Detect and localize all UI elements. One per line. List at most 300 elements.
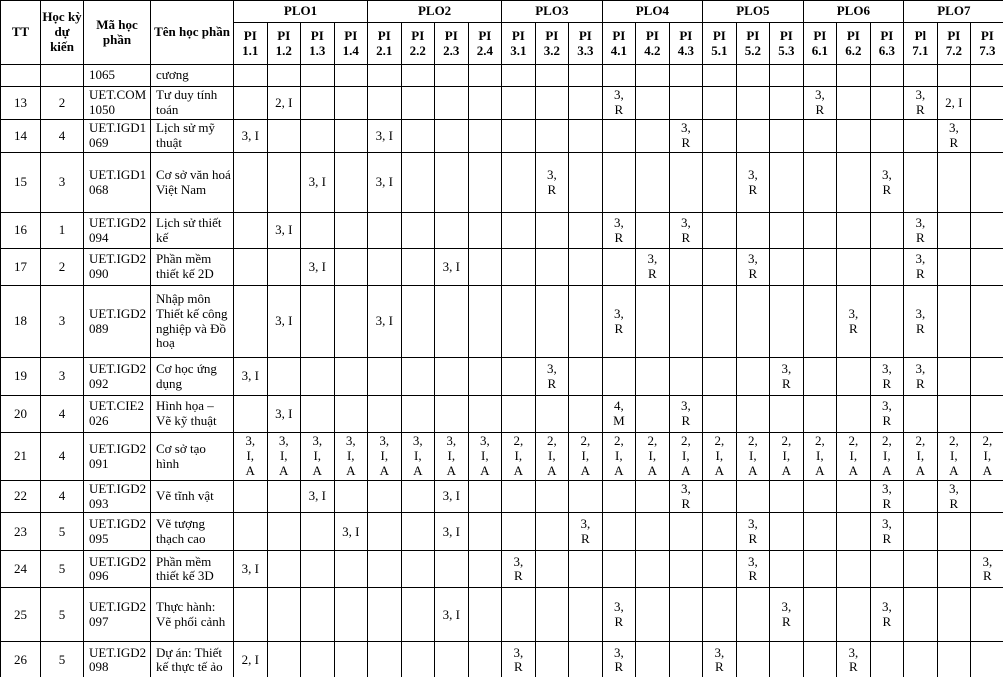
pi-value-cell xyxy=(770,153,804,213)
pi-value-cell xyxy=(569,588,603,642)
tt-cell: 15 xyxy=(1,153,41,213)
pi-value-cell: 2, I, A xyxy=(669,433,703,481)
pi-value-cell xyxy=(502,588,536,642)
pi-value-cell: 3, R xyxy=(602,642,636,677)
pi-value-cell xyxy=(837,588,871,642)
pi-value-cell xyxy=(669,153,703,213)
pi-value-cell: 3, R xyxy=(870,588,904,642)
pi-value-cell: 3, I xyxy=(301,481,335,513)
pi-value-cell: 2, I, A xyxy=(803,433,837,481)
pi-value-cell xyxy=(435,120,469,153)
pi-header: PI 7.3 xyxy=(971,23,1003,65)
pi-value-cell xyxy=(502,120,536,153)
pi-value-cell xyxy=(468,65,502,87)
pi-value-cell xyxy=(234,286,268,358)
pi-value-cell xyxy=(770,396,804,433)
tt-cell: 13 xyxy=(1,87,41,120)
pi-value-cell: 3, R xyxy=(904,213,938,249)
pi-value-cell xyxy=(334,120,368,153)
pi-value-cell xyxy=(837,396,871,433)
course-code-cell: UET.IGD2097 xyxy=(84,588,151,642)
pi-value-cell xyxy=(736,396,770,433)
plo-group-header: PLO7 xyxy=(904,1,1003,23)
pi-value-cell xyxy=(803,286,837,358)
semester-cell: 5 xyxy=(41,513,84,551)
pi-value-cell xyxy=(669,87,703,120)
pi-header: PI 6.1 xyxy=(803,23,837,65)
pi-value-cell: 3, I, A xyxy=(234,433,268,481)
pi-value-cell: 3, R xyxy=(502,551,536,588)
pi-value-cell xyxy=(703,358,737,396)
pi-value-cell xyxy=(703,513,737,551)
pi-value-cell xyxy=(770,513,804,551)
course-name-cell: Cơ học ứng dụng xyxy=(151,358,234,396)
pi-header: PI 2.2 xyxy=(401,23,435,65)
pi-value-cell: 2, I xyxy=(234,642,268,677)
pi-value-cell xyxy=(267,642,301,677)
pi-value-cell: 3, I xyxy=(267,286,301,358)
pi-value-cell xyxy=(401,120,435,153)
tt-cell: 18 xyxy=(1,286,41,358)
pi-value-cell xyxy=(870,642,904,677)
pi-header: PI 4.2 xyxy=(636,23,670,65)
pi-value-cell xyxy=(803,213,837,249)
pi-value-cell: 2, I, A xyxy=(870,433,904,481)
pi-value-cell: 3, I xyxy=(435,249,469,286)
pi-value-cell: 2, I, A xyxy=(770,433,804,481)
pi-value-cell xyxy=(334,642,368,677)
pi-value-cell xyxy=(267,481,301,513)
course-name-cell: Hình họa – Vẽ kỹ thuật xyxy=(151,396,234,433)
pi-value-cell: 3, R xyxy=(602,213,636,249)
pi-value-cell: 3, I xyxy=(267,213,301,249)
pi-value-cell: 3, R xyxy=(736,513,770,551)
pi-value-cell xyxy=(468,588,502,642)
pi-value-cell: 3, R xyxy=(837,286,871,358)
pi-value-cell xyxy=(267,551,301,588)
semester-cell xyxy=(41,65,84,87)
pi-value-cell xyxy=(401,642,435,677)
pi-value-cell xyxy=(535,213,569,249)
pi-value-cell xyxy=(602,153,636,213)
pi-value-cell xyxy=(937,396,971,433)
pi-value-cell: 3, R xyxy=(669,481,703,513)
pi-value-cell xyxy=(569,551,603,588)
pi-value-cell xyxy=(669,249,703,286)
pi-value-cell xyxy=(234,153,268,213)
pi-value-cell: 2, I, A xyxy=(736,433,770,481)
pi-value-cell xyxy=(535,120,569,153)
semester-cell: 5 xyxy=(41,588,84,642)
pi-value-cell: 3, R xyxy=(669,213,703,249)
pi-value-cell xyxy=(602,120,636,153)
pi-value-cell xyxy=(937,249,971,286)
pi-value-cell xyxy=(803,551,837,588)
pi-value-cell xyxy=(569,120,603,153)
course-row xyxy=(1,551,1003,588)
pi-value-cell xyxy=(569,87,603,120)
pi-value-cell xyxy=(803,153,837,213)
column-header-name: Tên học phần xyxy=(151,1,234,65)
pi-value-cell xyxy=(971,153,1003,213)
pi-value-cell xyxy=(301,588,335,642)
tt-cell: 23 xyxy=(1,513,41,551)
pi-value-cell xyxy=(535,551,569,588)
pi-value-cell: 3, R xyxy=(904,358,938,396)
course-name-cell: cương xyxy=(151,65,234,87)
pi-value-cell xyxy=(971,87,1003,120)
pi-value-cell: 3, I xyxy=(301,249,335,286)
semester-cell: 4 xyxy=(41,433,84,481)
pi-value-cell xyxy=(234,513,268,551)
pi-value-cell: 2, I, A xyxy=(569,433,603,481)
pi-value-cell xyxy=(468,213,502,249)
pi-value-cell xyxy=(736,87,770,120)
pi-value-cell xyxy=(703,551,737,588)
column-header-code: Mã học phần xyxy=(84,1,151,65)
pi-value-cell xyxy=(234,65,268,87)
pi-value-cell xyxy=(401,481,435,513)
pi-value-cell xyxy=(368,249,402,286)
pi-value-cell xyxy=(401,65,435,87)
pi-value-cell xyxy=(334,286,368,358)
pi-value-cell xyxy=(770,87,804,120)
pi-value-cell xyxy=(636,213,670,249)
pi-value-cell xyxy=(502,481,536,513)
pi-header: PI 4.1 xyxy=(602,23,636,65)
course-name-cell: Nhập môn Thiết kế công nghiệp và Đồ hoạ xyxy=(151,286,234,358)
pi-value-cell xyxy=(669,513,703,551)
pi-value-cell: 3, R xyxy=(602,588,636,642)
pi-header: PI 3.1 xyxy=(502,23,536,65)
pi-value-cell: 3, R xyxy=(870,358,904,396)
pi-value-cell xyxy=(234,213,268,249)
pi-value-cell xyxy=(770,65,804,87)
pi-value-cell xyxy=(435,396,469,433)
pi-value-cell: 3, R xyxy=(870,513,904,551)
pi-value-cell xyxy=(770,120,804,153)
pi-value-cell: 3, I, A xyxy=(435,433,469,481)
pi-value-cell xyxy=(971,249,1003,286)
pi-value-cell xyxy=(703,120,737,153)
pi-value-cell xyxy=(736,213,770,249)
course-name-cell: Tư duy tính toán xyxy=(151,87,234,120)
pi-value-cell xyxy=(401,87,435,120)
pi-value-cell xyxy=(368,213,402,249)
course-code-cell: UET.IGD2095 xyxy=(84,513,151,551)
course-row xyxy=(1,286,1003,358)
pi-value-cell: 3, R xyxy=(669,120,703,153)
pi-value-cell xyxy=(636,120,670,153)
pi-value-cell xyxy=(435,65,469,87)
pi-value-cell xyxy=(971,358,1003,396)
pi-value-cell xyxy=(636,65,670,87)
pi-value-cell xyxy=(535,396,569,433)
pi-value-cell xyxy=(870,87,904,120)
pi-value-cell xyxy=(502,286,536,358)
pi-value-cell xyxy=(468,513,502,551)
pi-value-cell xyxy=(368,588,402,642)
pi-value-cell xyxy=(770,642,804,677)
pi-value-cell xyxy=(669,358,703,396)
course-row xyxy=(1,153,1003,213)
course-row xyxy=(1,588,1003,642)
pi-value-cell xyxy=(569,213,603,249)
pi-value-cell xyxy=(803,120,837,153)
pi-value-cell xyxy=(937,286,971,358)
pi-value-cell xyxy=(636,588,670,642)
pi-value-cell xyxy=(334,588,368,642)
pi-value-cell xyxy=(971,65,1003,87)
semester-cell: 1 xyxy=(41,213,84,249)
pi-value-cell xyxy=(401,551,435,588)
pi-value-cell: 3, I xyxy=(368,120,402,153)
pi-value-cell xyxy=(870,551,904,588)
pi-value-cell xyxy=(535,286,569,358)
pi-value-cell: 2, I, A xyxy=(837,433,871,481)
semester-cell: 2 xyxy=(41,249,84,286)
pi-value-cell xyxy=(435,551,469,588)
pi-value-cell: 3, R xyxy=(971,551,1003,588)
pi-value-cell xyxy=(334,481,368,513)
pi-value-cell xyxy=(636,481,670,513)
pi-value-cell xyxy=(401,396,435,433)
pi-value-cell xyxy=(904,120,938,153)
plo-group-header: PLO3 xyxy=(502,1,603,23)
pi-value-cell xyxy=(703,286,737,358)
pi-value-cell xyxy=(803,358,837,396)
semester-cell: 2 xyxy=(41,87,84,120)
pi-value-cell xyxy=(301,213,335,249)
pi-value-cell xyxy=(301,396,335,433)
pi-value-cell: 4, M xyxy=(602,396,636,433)
pi-value-cell xyxy=(770,249,804,286)
pi-value-cell xyxy=(636,153,670,213)
pi-header: PI 1.2 xyxy=(267,23,301,65)
pi-value-cell xyxy=(569,153,603,213)
pi-value-cell: 3, R xyxy=(703,642,737,677)
pi-value-cell xyxy=(301,87,335,120)
pi-value-cell xyxy=(703,87,737,120)
pi-value-cell xyxy=(502,87,536,120)
pi-value-cell xyxy=(703,153,737,213)
pi-value-cell xyxy=(937,358,971,396)
pi-value-cell: 3, I xyxy=(435,513,469,551)
pi-header: PI 1.3 xyxy=(301,23,335,65)
pi-value-cell xyxy=(703,588,737,642)
pi-value-cell: 3, I xyxy=(435,481,469,513)
course-row xyxy=(1,396,1003,433)
pi-value-cell xyxy=(937,588,971,642)
pi-value-cell: 3, R xyxy=(937,120,971,153)
course-name-cell: Lịch sử mỹ thuật xyxy=(151,120,234,153)
pi-value-cell xyxy=(334,551,368,588)
pi-value-cell xyxy=(435,213,469,249)
pi-value-cell: 3, I xyxy=(435,588,469,642)
pi-value-cell xyxy=(770,481,804,513)
pi-value-cell xyxy=(837,551,871,588)
pi-header: PI 2.4 xyxy=(468,23,502,65)
course-code-cell: UET.IGD2090 xyxy=(84,249,151,286)
course-code-cell: UET.CIE2026 xyxy=(84,396,151,433)
pi-value-cell xyxy=(267,588,301,642)
pi-value-cell xyxy=(904,481,938,513)
pi-value-cell: 3, I, A xyxy=(368,433,402,481)
pi-value-cell xyxy=(401,588,435,642)
pi-value-cell xyxy=(937,551,971,588)
pi-value-cell xyxy=(435,358,469,396)
pi-value-cell xyxy=(368,87,402,120)
pi-value-cell xyxy=(636,396,670,433)
course-row xyxy=(1,513,1003,551)
pi-value-cell xyxy=(837,249,871,286)
pi-value-cell xyxy=(937,65,971,87)
pi-value-cell: 3, R xyxy=(904,249,938,286)
pi-value-cell xyxy=(502,396,536,433)
course-code-cell: UET.IGD1068 xyxy=(84,153,151,213)
pi-value-cell xyxy=(669,551,703,588)
pi-value-cell xyxy=(468,120,502,153)
pi-value-cell xyxy=(468,642,502,677)
pi-value-cell: 3, R xyxy=(669,396,703,433)
pi-value-cell xyxy=(435,286,469,358)
pi-value-cell xyxy=(301,642,335,677)
pi-value-cell: 3, I xyxy=(368,286,402,358)
pi-header: PI 6.3 xyxy=(870,23,904,65)
pi-value-cell: 3, R xyxy=(535,358,569,396)
pi-value-cell xyxy=(502,213,536,249)
pi-header: PI 3.2 xyxy=(535,23,569,65)
pi-value-cell xyxy=(334,396,368,433)
pi-value-cell: 2, I, A xyxy=(636,433,670,481)
pi-value-cell xyxy=(837,87,871,120)
pi-value-cell xyxy=(401,358,435,396)
course-code-cell: UET.IGD2098 xyxy=(84,642,151,677)
pi-value-cell xyxy=(569,249,603,286)
pi-value-cell xyxy=(569,396,603,433)
pi-value-cell xyxy=(904,153,938,213)
pi-value-cell xyxy=(971,396,1003,433)
pi-value-cell: 3, I xyxy=(368,153,402,213)
course-row xyxy=(1,358,1003,396)
pi-value-cell xyxy=(569,286,603,358)
pi-value-cell xyxy=(669,286,703,358)
pi-value-cell xyxy=(703,65,737,87)
course-code-cell: UET.IGD2091 xyxy=(84,433,151,481)
pi-value-cell: 3, R xyxy=(602,87,636,120)
semester-cell: 4 xyxy=(41,396,84,433)
pi-value-cell: 3, I, A xyxy=(401,433,435,481)
pi-value-cell: 3, R xyxy=(569,513,603,551)
pi-header: PI 2.1 xyxy=(368,23,402,65)
pi-value-cell xyxy=(971,481,1003,513)
pi-value-cell xyxy=(736,120,770,153)
pi-value-cell xyxy=(334,87,368,120)
course-row xyxy=(1,433,1003,481)
pi-value-cell xyxy=(803,396,837,433)
pi-value-cell xyxy=(636,551,670,588)
tt-cell: 22 xyxy=(1,481,41,513)
pi-value-cell: 2, I, A xyxy=(602,433,636,481)
course-name-cell: Thực hành: Vẽ phối cảnh xyxy=(151,588,234,642)
pi-value-cell xyxy=(267,358,301,396)
plo-group-header: PLO6 xyxy=(803,1,904,23)
pi-value-cell: 2, I, A xyxy=(502,433,536,481)
column-header-tt: TT xyxy=(1,1,41,65)
tt-cell: 14 xyxy=(1,120,41,153)
pi-header: PI 3.3 xyxy=(569,23,603,65)
pi-value-cell xyxy=(569,481,603,513)
pi-value-cell xyxy=(267,65,301,87)
semester-cell: 4 xyxy=(41,481,84,513)
course-row xyxy=(1,65,1003,87)
pi-value-cell xyxy=(937,642,971,677)
pi-value-cell: 3, R xyxy=(602,286,636,358)
pi-value-cell: 2, I, A xyxy=(937,433,971,481)
pi-value-cell xyxy=(837,213,871,249)
pi-value-cell xyxy=(803,249,837,286)
pi-value-cell xyxy=(736,481,770,513)
pi-value-cell xyxy=(971,642,1003,677)
pi-header: PI 4.3 xyxy=(669,23,703,65)
pi-value-cell: 3, R xyxy=(770,358,804,396)
semester-cell: 4 xyxy=(41,120,84,153)
pi-value-cell xyxy=(368,481,402,513)
pi-value-cell xyxy=(602,551,636,588)
pi-value-cell xyxy=(870,213,904,249)
pi-value-cell xyxy=(703,396,737,433)
pi-value-cell xyxy=(234,396,268,433)
pi-value-cell xyxy=(904,551,938,588)
plo-group-header: PLO2 xyxy=(368,1,502,23)
pi-value-cell xyxy=(468,87,502,120)
pi-value-cell: 3, R xyxy=(736,551,770,588)
course-code-cell: 1065 xyxy=(84,65,151,87)
pi-value-cell xyxy=(535,87,569,120)
course-name-cell: Lịch sử thiết kế xyxy=(151,213,234,249)
pi-value-cell: 2, I xyxy=(267,87,301,120)
pi-value-cell xyxy=(837,481,871,513)
pi-value-cell xyxy=(837,513,871,551)
semester-cell: 5 xyxy=(41,551,84,588)
pi-value-cell xyxy=(837,65,871,87)
pi-value-cell xyxy=(602,65,636,87)
pi-value-cell xyxy=(334,358,368,396)
pi-value-cell xyxy=(904,65,938,87)
pi-value-cell xyxy=(602,481,636,513)
pi-value-cell xyxy=(468,551,502,588)
pi-value-cell xyxy=(971,513,1003,551)
pi-value-cell xyxy=(267,153,301,213)
pi-header: PI 6.2 xyxy=(837,23,871,65)
course-name-cell: Cơ sở tạo hình xyxy=(151,433,234,481)
pi-value-cell xyxy=(636,513,670,551)
pi-value-cell: 3, R xyxy=(837,642,871,677)
pi-header: Pl 7.1 xyxy=(904,23,938,65)
course-code-cell: UET.IGD2089 xyxy=(84,286,151,358)
pi-value-cell xyxy=(971,213,1003,249)
pi-value-cell xyxy=(937,213,971,249)
pi-value-cell xyxy=(368,358,402,396)
pi-value-cell xyxy=(971,286,1003,358)
pi-value-cell: 3, R xyxy=(904,87,938,120)
pi-value-cell xyxy=(267,249,301,286)
pi-value-cell xyxy=(669,642,703,677)
pi-value-cell xyxy=(602,513,636,551)
tt-cell: 20 xyxy=(1,396,41,433)
pi-value-cell xyxy=(401,249,435,286)
pi-value-cell xyxy=(569,642,603,677)
